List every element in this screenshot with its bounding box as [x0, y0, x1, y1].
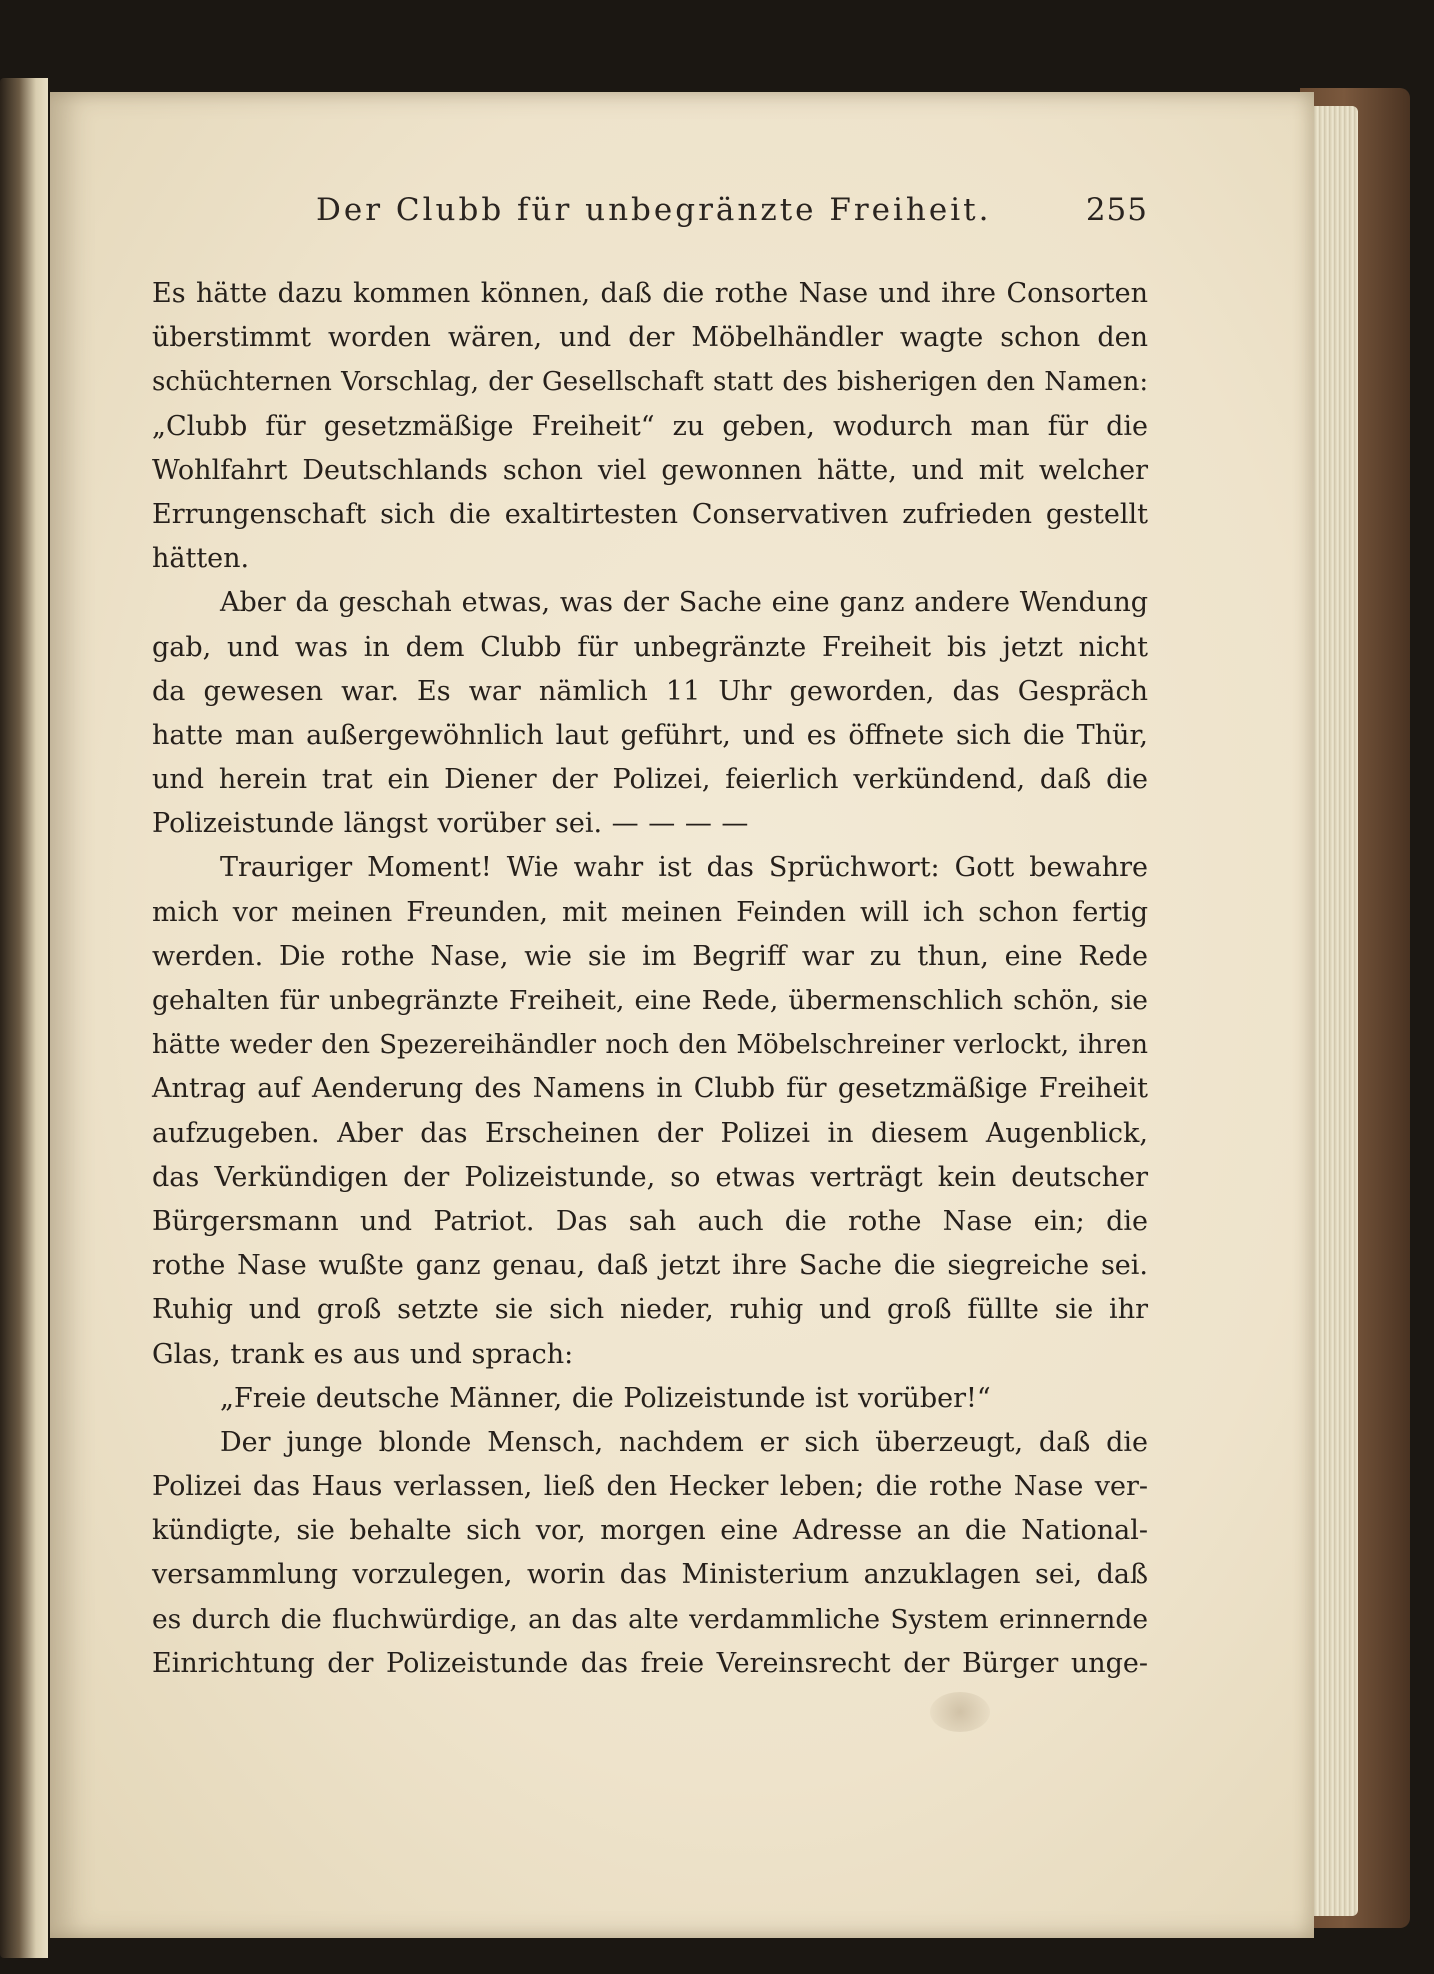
page-edges — [1310, 106, 1358, 1916]
text-line: das Verkündigen der Polizeistunde, so etwas verträgt kein deutscher — [152, 1161, 1148, 1193]
text-line: mich vor meinen Freunden, mit meinen Feinden will ich schon fertig — [152, 896, 1148, 928]
running-header — [316, 192, 1148, 236]
book-spine-left — [0, 78, 48, 1958]
text-line: gehalten für unbegränzte Freiheit, eine Rede, übermenschlich schön, sie — [152, 985, 1148, 1016]
running-title: Der Clubb für unbegränzte Freiheit. — [316, 192, 992, 228]
text-line: Polizei das Haus verlassen, ließ den Hecker leben; die rothe Nase ver- — [152, 1471, 1148, 1503]
text-line: Ruhig und groß setzte sie sich nieder, ruhig und groß füllte sie ihr — [152, 1294, 1148, 1326]
text-line: da gewesen war. Es war nämlich 11 Uhr geworden, das Gespräch — [152, 675, 1148, 707]
text-line: hätten. — [152, 543, 250, 575]
text-line: Antrag auf Aenderung des Namens in Clubb für gesetzmäßige Freiheit — [152, 1073, 1148, 1105]
text-line: rothe Nase wußte ganz genau, daß jetzt ihre Sache die siegreiche sei. — [152, 1250, 1148, 1282]
text-line: und herein trat ein Diener der Polizei, feierlich verkündend, daß die — [152, 764, 1148, 796]
text-line: werden. Die rothe Nase, wie sie im Begriff war zu thun, eine Rede — [152, 940, 1148, 972]
text-line: aufzugeben. Aber das Erscheinen der Polizei in diesem Augenblick, — [152, 1117, 1148, 1149]
text-line: hätte weder den Spezereihändler noch den Möbelschreiner verlockt, ihren — [152, 1030, 1148, 1061]
text-line: „Clubb für gesetzmäßige Freiheit“ zu geben, wodurch man für die — [152, 410, 1148, 442]
text-line: Der junge blonde Mensch, nachdem er sich überzeugt, daß die — [220, 1426, 1148, 1458]
text-line: Bürgersmann und Patriot. Das sah auch die rothe Nase ein; die — [152, 1205, 1148, 1237]
text-line: versammlung vorzulegen, worin das Ministerium anzuklagen sei, daß — [152, 1559, 1148, 1591]
page-number: 255 — [1085, 192, 1148, 228]
text-line: kündigte, sie behalte sich vor, morgen eine Adresse an die National- — [152, 1515, 1148, 1547]
text-line: Polizeistunde längst vorüber sei. — — — — — [152, 808, 749, 840]
body-text — [152, 272, 1148, 1686]
text-line: Glas, trank es aus und sprach: — [152, 1338, 574, 1370]
text-line: schüchternen Vorschlag, der Gesellschaft statt des bisherigen den Namen: — [152, 367, 1149, 398]
text-line: Aber da geschah etwas, was der Sache eine ganz andere Wendung — [220, 587, 1148, 619]
text-line: Wohlfahrt Deutschlands schon viel gewonnen hätte, und mit welcher — [152, 454, 1148, 486]
text-line: Es hätte dazu kommen können, daß die rothe Nase und ihre Consorten — [152, 278, 1148, 309]
text-line: Einrichtung der Polizeistunde das freie Vereinsrecht der Bürger unge- — [152, 1647, 1148, 1679]
ink-stain — [930, 1692, 990, 1732]
text-line: es durch die fluchwürdige, an das alte verdammliche System erinnernde — [152, 1603, 1148, 1635]
text-line: gab, und was in dem Clubb für unbegränzte Freiheit bis jetzt nicht — [152, 631, 1148, 663]
text-line: überstimmt worden wären, und der Möbelhändler wagte schon den — [152, 322, 1148, 354]
text-line: „Freie deutsche Männer, die Polizeistunde ist vorüber!“ — [220, 1382, 991, 1414]
text-line: hatte man außergewöhnlich laut geführt, und es öffnete sich die Thür, — [152, 719, 1148, 751]
text-line: Errungenschaft sich die exaltirtesten Conservativen zufrieden gestellt — [152, 498, 1148, 530]
text-line: Trauriger Moment! Wie wahr ist das Sprüchwort: Gott bewahre — [220, 852, 1148, 884]
